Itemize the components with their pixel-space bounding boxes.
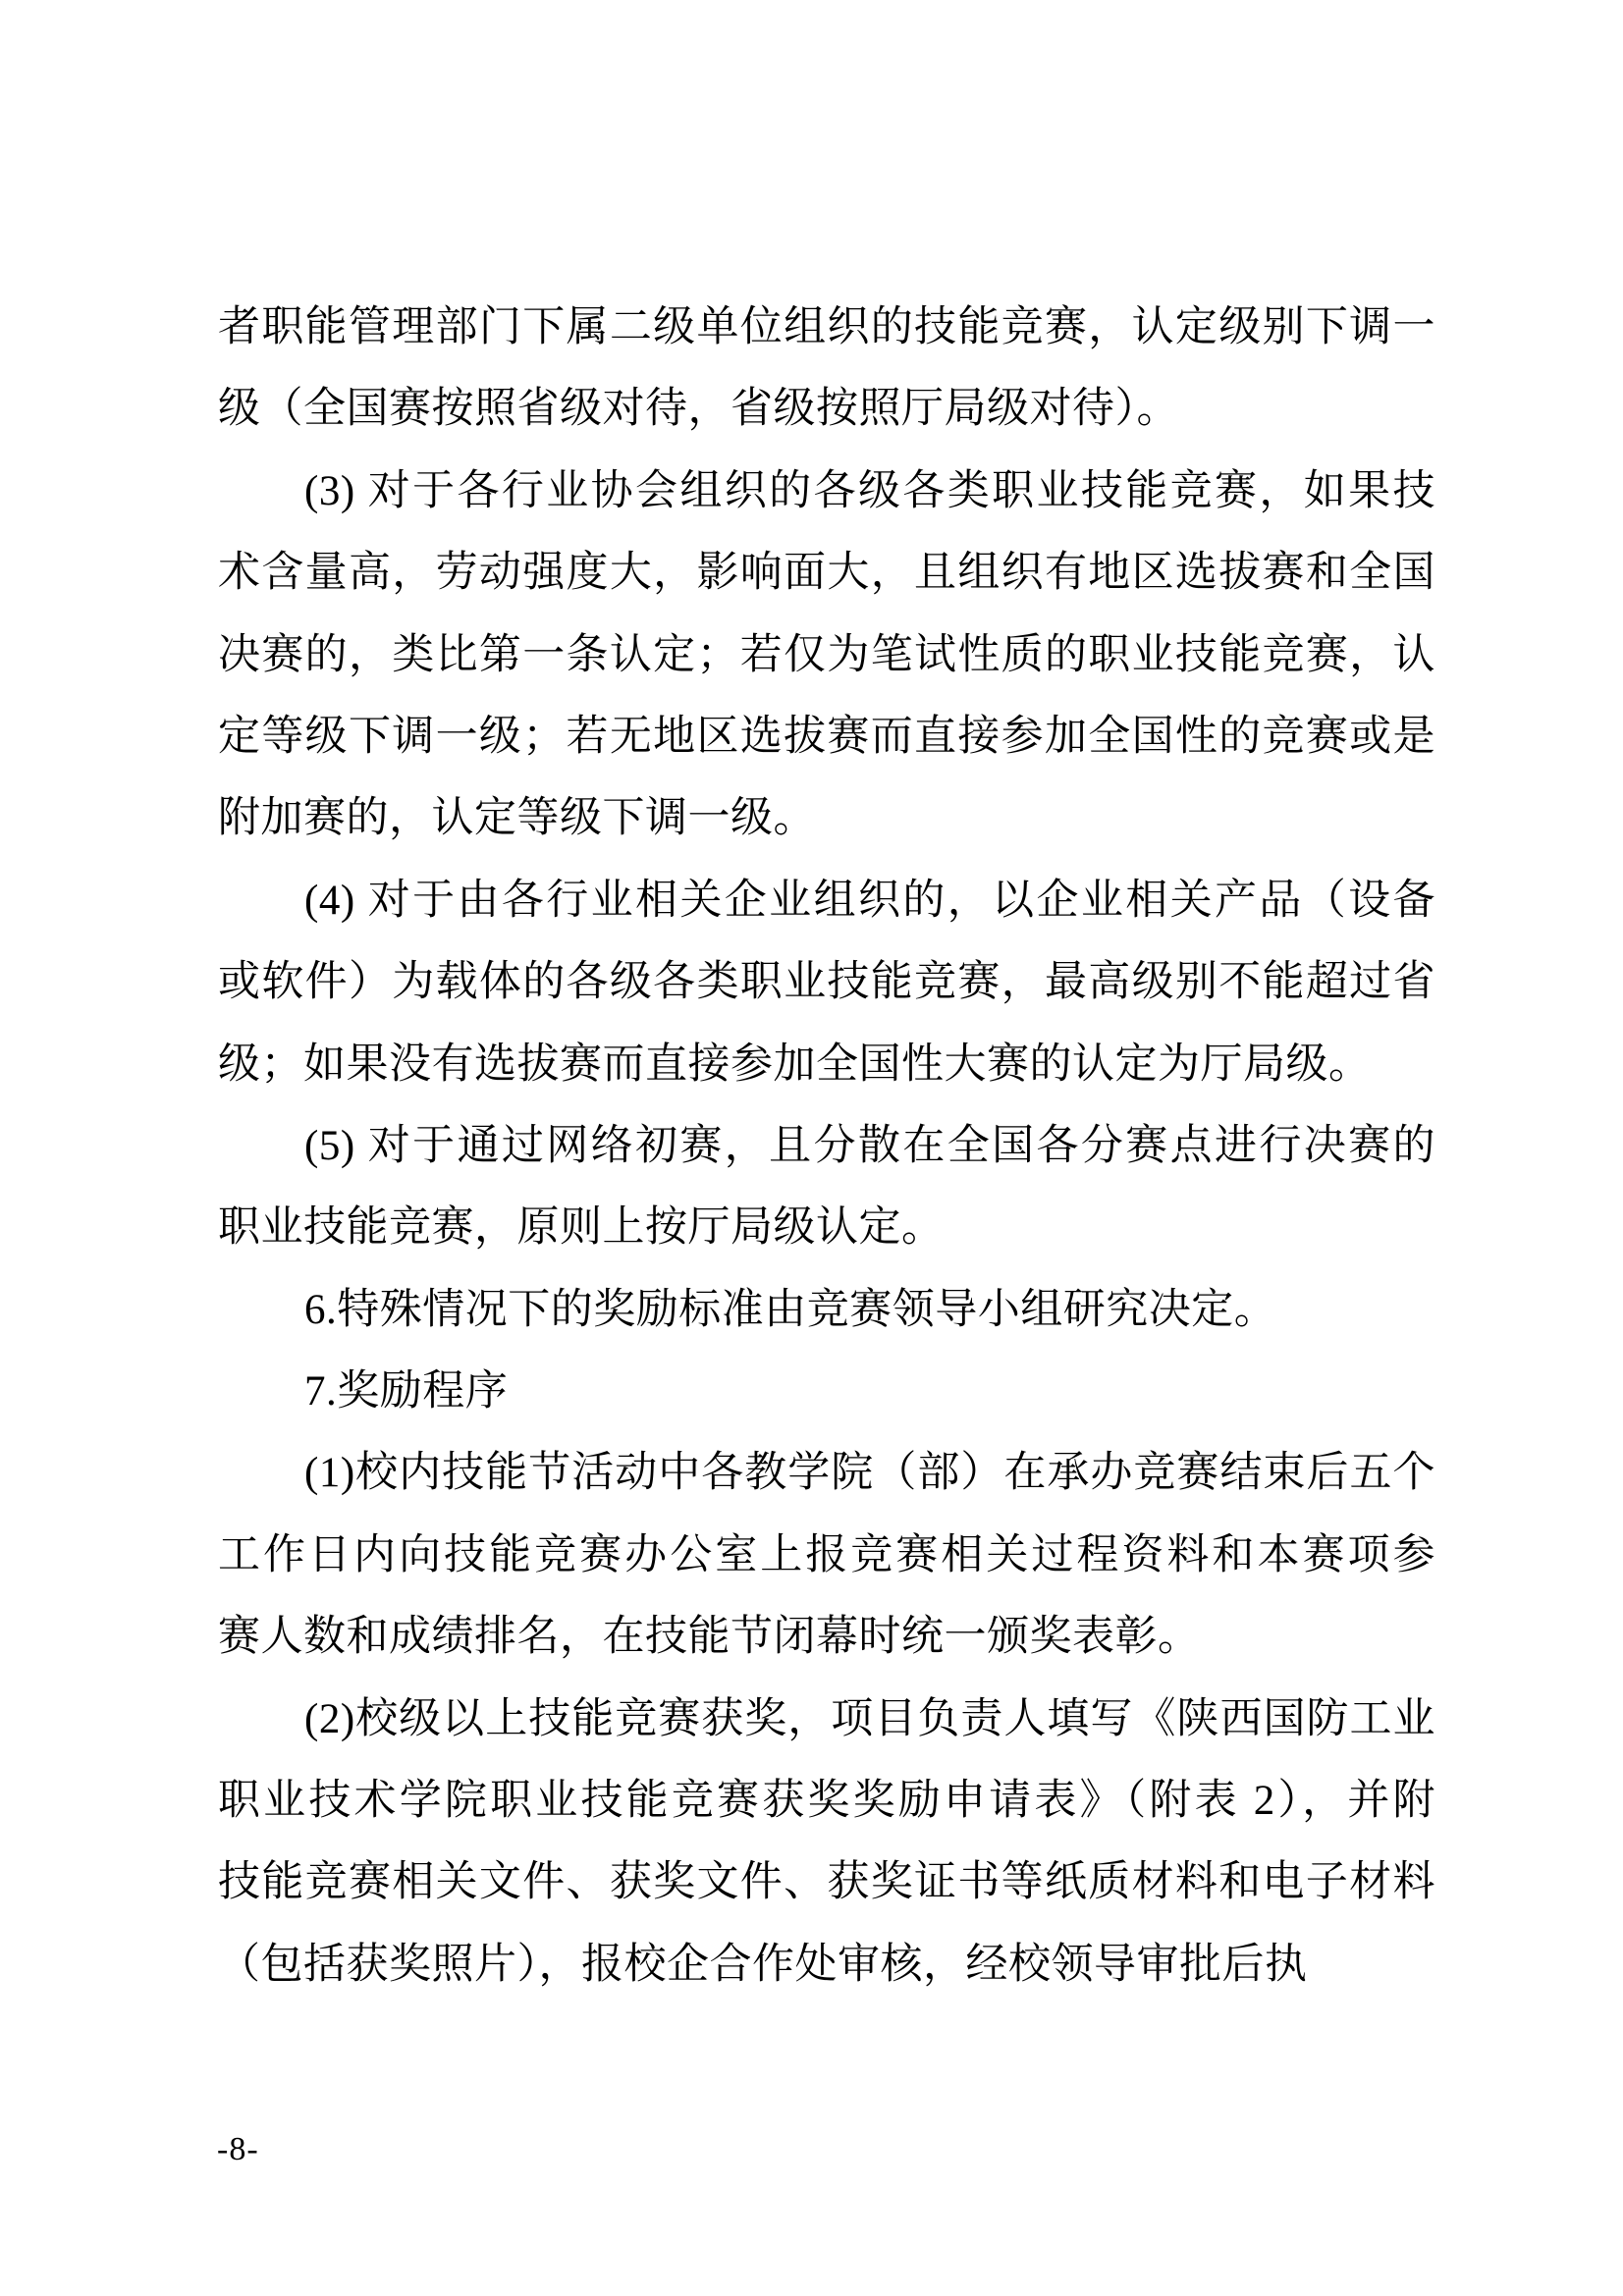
text-line: (4) 对于由各行业相关企业组织的，以企业相关产品（设备 [304,877,1435,924]
text-line: 术含量高，劳动强度大，影响面大，且组织有地区选拔赛和全国 [218,550,1435,597]
text-line: 级（全国赛按照省级对待，省级按照厅局级对待）。 [218,386,1179,433]
text-line: (5) 对于通过网络初赛，且分散在全国各分赛点进行决赛的 [304,1122,1435,1169]
text-line: 决赛的，类比第一条认定；若仅为笔试性质的职业技能竞赛，认 [218,631,1435,678]
text-line: 定等级下调一级；若无地区选拔赛而直接参加全国性的竞赛或是 [218,713,1435,760]
text-line: 7.奖励程序 [304,1368,509,1415]
text-line: 工作日内向技能竞赛办公室上报竞赛相关过程资料和本赛项参 [218,1531,1435,1578]
text-line: 级；如果没有选拔赛而直接参加全国性大赛的认定为厅局级。 [218,1041,1372,1088]
text-line: 技能竞赛相关文件、获奖文件、获奖证书等纸质材料和电子材料 [218,1859,1435,1906]
text-line: 或软件）为载体的各级各类职业技能竞赛，最高级别不能超过省 [218,959,1435,1006]
text-line: 职业技术学院职业技能竞赛获奖奖励申请表》（附表 2），并附 [218,1778,1435,1825]
text-line: 附加赛的，认定等级下调一级。 [218,795,816,842]
text-line: 职业技能竞赛，原则上按厅局级认定。 [218,1204,945,1252]
text-line: (3) 对于各行业协会组织的各级各类职业技能竞赛，如果技 [304,467,1435,514]
page-number: -8- [217,2131,259,2167]
text-line: 6.特殊情况下的奖励标准由竞赛领导小组研究决定。 [304,1286,1277,1333]
document-text-block [218,287,1435,2005]
text-line: 者职能管理部门下属二级单位组织的技能竞赛，认定级别下调一 [218,304,1435,350]
text-line: (1)校内技能节活动中各教学院（部）在承办竞赛结束后五个 [304,1450,1435,1497]
text-line: （包括获奖照片），报校企合作处审核，经校领导审批后执 [218,1941,1308,1988]
text-line: 赛人数和成绩排名，在技能节闭幕时统一颁奖表彰。 [218,1614,1201,1661]
text-line: (2)校级以上技能竞赛获奖，项目负责人填写《陕西国防工业 [304,1695,1435,1742]
